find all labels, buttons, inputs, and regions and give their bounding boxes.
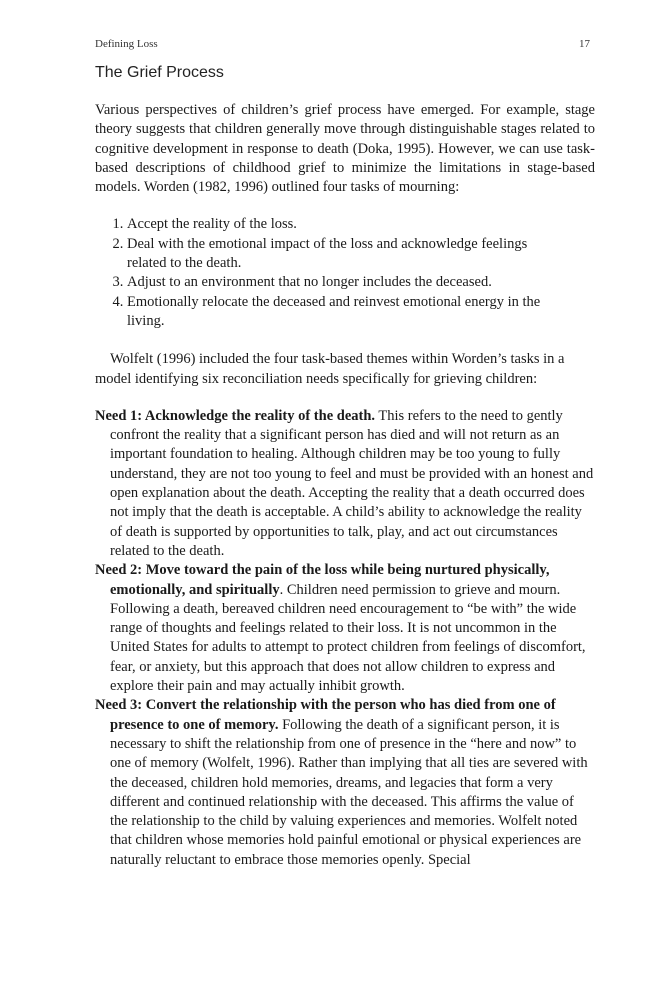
body-text	[95, 101, 595, 870]
need-item	[95, 696, 595, 870]
needs-list	[95, 407, 595, 870]
need-item	[95, 407, 595, 561]
task-item: 1. Accept the reality of the loss.	[127, 215, 567, 234]
task-item: 2. Deal with the emotional impact of the loss and acknowledge feelings related to the death.	[127, 235, 567, 274]
task-item: 4. Emotionally relocate the deceased and reinvest emotional energy in the living.	[127, 293, 567, 332]
need-text: . Children need permission to grieve and mourn. Following a death, bereaved children need encouragement to “be with” the wide range of thoughts and feelings related to their loss. It is not uncommon in the United States for adults to attempt to protect children from feelings of discomfort, fear, or anxiety, but this approach that does not allow children to express and explore their pain and may actually inhibit growth.	[110, 581, 586, 695]
need-text: Following the death of a significant person, it is necessary to shift the relationship from one of presence in the “here and now” to one of memory (Wolfelt, 1996). Rather than implying that all ties are severed with the deceased, children hold memories, dreams, and legacies that form a very different and continued relationship with the deceased. This affirms the value of the relationship to the child by valuing experiences and memories. Wolfelt noted that children whose memories hold painful emotional or physical experiences are naturally reluctant to embrace those memories openly. Special	[110, 716, 588, 868]
running-header	[95, 37, 590, 51]
wolfelt-paragraph: Wolfelt (1996) included the four task-based themes within Worden’s tasks in a model identifying six reconciliation needs specifically for grieving children:	[95, 351, 565, 387]
need-heading: Need 2: Move toward the pain of the loss while being nurtured physically, emotionally, and spiritually	[95, 562, 550, 598]
tasks-of-mourning-list	[95, 215, 595, 331]
need-text: This refers to the need to gently confront the reality that a significant person has died and will not return as an important foundation to healing. Although children may be too young to fully understand, they are not too young to feel and must be provided with an honest and open explanation about the death. Accepting the reality that a death occurred does not imply that the death is acceptable. A child’s ability to acknowledge the reality of death is supported by opportunities to talk, play, and act out circumstances related to the death.	[110, 407, 594, 559]
need-heading: Need 1: Acknowledge the reality of the death.	[95, 407, 376, 424]
need-item	[95, 561, 595, 696]
running-title: Defining Loss	[95, 38, 158, 50]
intro-paragraph: Various perspectives of children’s grief process have emerged. For example, stage theory suggests that children generally move through distinguishable stages related to cognitive development in response to death (Doka, 1995). However, we can use task-based descriptions of childhood grief to minimize the limitations in stage-based models. Worden (1982, 1996) outlined four tasks of mourning:	[95, 102, 595, 196]
need-heading: Need 3: Convert the relationship with the person who has died from one of presence to one of memory.	[95, 697, 556, 733]
task-item: 3. Adjust to an environment that no longer includes the deceased.	[127, 273, 567, 292]
page-number: 17	[579, 38, 590, 50]
section-title: The Grief Process	[95, 64, 224, 81]
